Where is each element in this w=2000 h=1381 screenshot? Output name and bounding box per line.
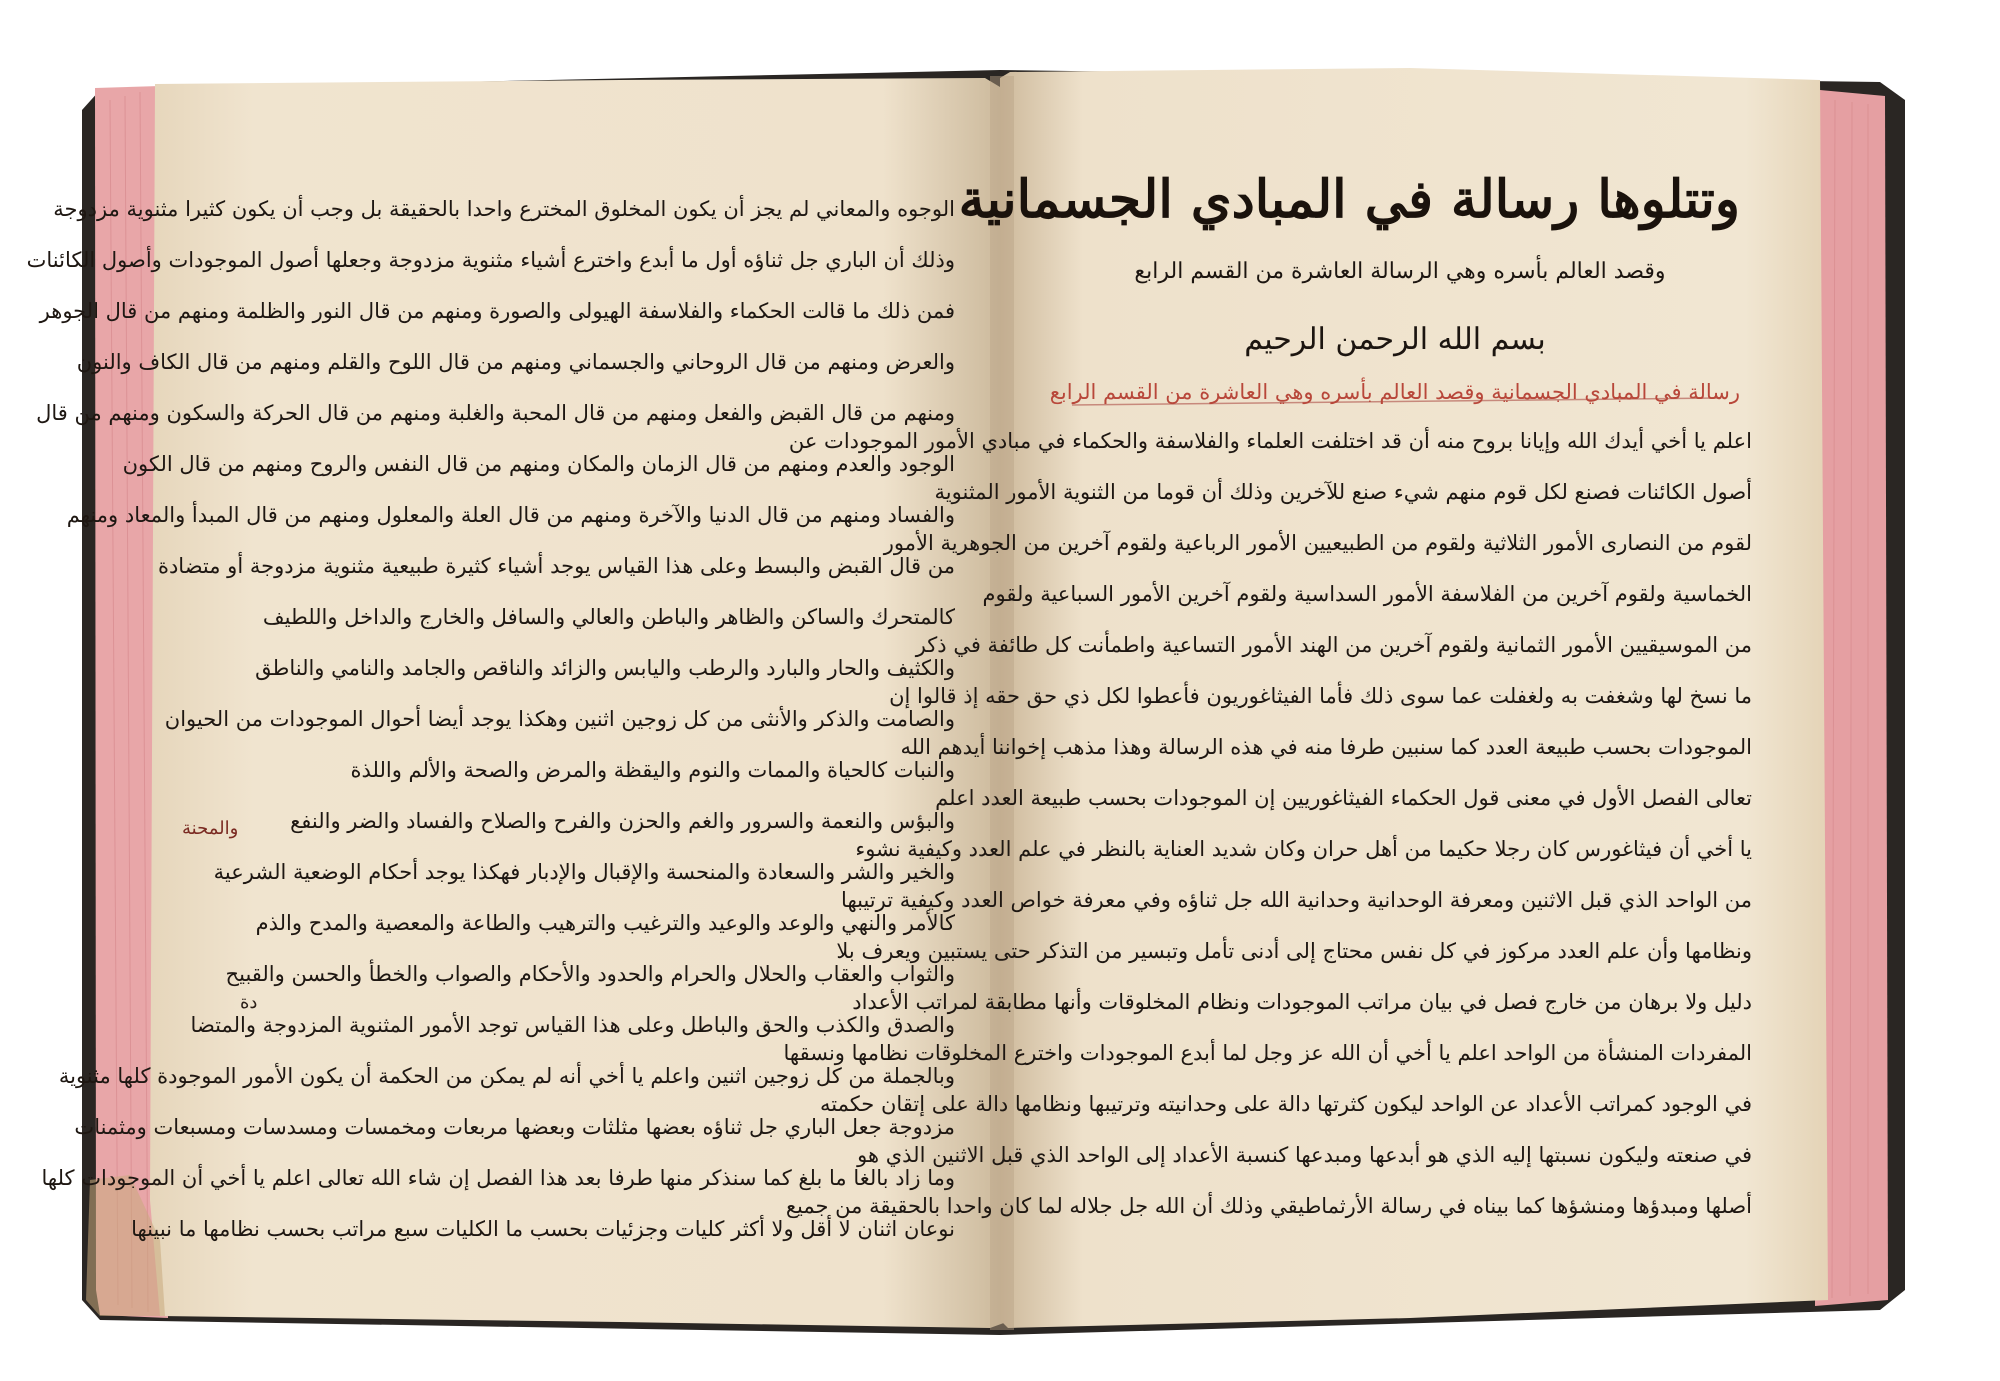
text-line: فمن ذلك ما قالت الحكماء والفلاسفة الهيولى والصورة ومنهم من قال النور والظلمة ومنهم من قال الجوهر bbox=[39, 299, 955, 323]
text-line: يا أخي أن فيثاغورس كان رجلا حكيما من أهل حران وكان شديد العناية بالنظر في علم العدد وكيفية نشوء bbox=[855, 837, 1752, 861]
rubric-heading: رسالة في المبادي الجسمانية وقصد العالم بأسره وهي العاشرة من القسم الرابع bbox=[1049, 380, 1740, 404]
text-line: من الموسيقيين الأمور الثمانية ولقوم آخرين من الهند الأمور التساعية واطمأنت كل طائفة في ذكر bbox=[915, 633, 1752, 657]
text-line: والثواب والعقاب والحلال والحرام والحدود والأحكام والصواب والخطأ والحسن والقبيح bbox=[225, 962, 955, 986]
text-line: نوعان اثنان لا أقل ولا أكثر كليات وجزئيات بحسب ما الكليات سبع مراتب بحسب نظامها ما نبينها bbox=[131, 1217, 955, 1241]
text-line: الوجوه والمعاني لم يجز أن يكون المخلوق المخترع واحدا بالحقيقة بل وجب أن يكون كثيرا مثنوية مزدوجة bbox=[53, 197, 955, 221]
text-line: في الوجود كمراتب الأعداد عن الواحد ليكون كثرتها دالة على وحدانيته وترتيبها ونظامها دالة على إتقان حكمته bbox=[819, 1092, 1752, 1116]
text-line: الخماسية ولقوم آخرين من الفلاسفة الأمور السداسية ولقوم آخرين الأمور السباعية ولقوم bbox=[982, 582, 1752, 606]
text-line: من الواحد الذي قبل الاثنين ومعرفة الوحدانية وحدانية الله جل ثناؤه وفي معرفة خواص العدد وكيفية ترتيبها bbox=[841, 888, 1752, 912]
margin-note-lower: دة bbox=[240, 992, 258, 1013]
text-line: من قال القبض والبسط وعلى هذا القياس يوجد أشياء كثيرة طبيعية مثنوية مزدوجة أو متضادة bbox=[157, 554, 955, 578]
text-line: تعالى الفصل الأول في معنى قول الحكماء الفيثاغوريين إن الموجودات بحسب طبيعة العدد اعلم bbox=[935, 786, 1752, 810]
text-line: أصلها ومبدؤها ومنشؤها كما بيناه في رسالة الأرثماطيقي وذلك أن الله جل جلاله لما كان واحدا بالحقيقة من جميع bbox=[785, 1194, 1752, 1218]
text-line: وذلك أن الباري جل ثناؤه أول ما أبدع واخترع أشياء مثنوية مزدوجة وجعلها أصول الموجودات وأصول الكائنات bbox=[26, 248, 955, 272]
chapter-title: وتتلوها رسالة في المبادي الجسمانية bbox=[958, 169, 1740, 230]
text-line: في صنعته وليكون نسبتها إليه الذي هو أبدعها ومبدعها كنسبة الأعداد إلى الواحد الذي قبل الاثنين الذي هو bbox=[857, 1143, 1752, 1167]
text-line: والصدق والكذب والحق والباطل وعلى هذا القياس توجد الأمور المثنوية المزدوجة والمتضا bbox=[190, 1013, 955, 1037]
text-line: الوجود والعدم ومنهم من قال الزمان والمكان ومنهم من قال النفس والروح ومنهم من قال الكون bbox=[122, 452, 955, 476]
text-line: كالأمر والنهي والوعد والوعيد والترغيب والترهيب والطاعة والمعصية والمدح والذم bbox=[255, 911, 955, 935]
text-line: دليل ولا برهان من خارج فصل في بيان مراتب الموجودات ونظام المخلوقات وأنها مطابقة لمراتب الأعداد bbox=[852, 990, 1752, 1014]
text-line: ونظامها وأن علم العدد مركوز في كل نفس محتاج إلى أدنى تأمل وتبسير من التذكر حتى يستبين ويعرف بلا bbox=[836, 939, 1752, 963]
text-line: والبؤس والنعمة والسرور والغم والحزن والفرح والصلاح والفساد والضر والنفع bbox=[290, 809, 955, 833]
text-line: أصول الكائنات فصنع لكل قوم منهم شيء صنع للآخرين وذلك أن قوما من الثنوية الأمور المثنوية bbox=[934, 480, 1752, 504]
basmala: بسم الله الرحمن الرحيم bbox=[1244, 322, 1546, 357]
margin-note: والمحنة bbox=[182, 818, 239, 839]
text-line: مزدوجة جعل الباري جل ثناؤه بعضها مثلثات وبعضها مربعات ومخمسات ومسدسات ومسبعات ومثمنات bbox=[74, 1115, 955, 1139]
text-line: الموجودات بحسب طبيعة العدد كما سنبين طرفا منه في هذه الرسالة وهذا مذهب إخواننا أيدهم الله bbox=[900, 735, 1752, 759]
text-line: المفردات المنشأة من الواحد اعلم يا أخي أن الله عز وجل لما أبدع الموجودات واخترع المخلوقات نظامها ونسقها bbox=[783, 1041, 1752, 1065]
text-line: كالمتحرك والساكن والظاهر والباطن والعالي والسافل والخارج والداخل واللطيف bbox=[262, 605, 955, 629]
text-line: ومنهم من قال القبض والفعل ومنهم من قال المحبة والغلبة ومنهم من قال الحركة والسكون ومنهم من قال bbox=[36, 401, 955, 425]
text-line: اعلم يا أخي أيدك الله وإيانا بروح منه أن قد اختلفت العلماء والفلاسفة والحكماء في مبادي الأمور الموجودات عن bbox=[788, 429, 1752, 453]
text-line: والصامت والذكر والأنثى من كل زوجين اثنين وهكذا يوجد أيضا أحوال الموجودات من الحيوان bbox=[164, 707, 955, 731]
text-line: والخير والشر والسعادة والمنحسة والإقبال والإدبار فهكذا يوجد أحكام الوضعية الشرعية bbox=[213, 860, 955, 884]
text-line: والنبات كالحياة والممات والنوم واليقظة والمرض والصحة والألم واللذة bbox=[350, 758, 955, 782]
text-line: ما نسخ لها وشغفت به ولغفلت عما سوى ذلك فأما الفيثاغوريون فأعطوا لكل ذي حق حقه إذ قالوا إن bbox=[889, 684, 1752, 708]
text-line: وبالجملة من كل زوجين اثنين واعلم يا أخي أنه لم يمكن من الحكمة أن يكون الأمور الموجودة كلها مثنوية bbox=[58, 1064, 955, 1088]
text-line: وما زاد بالغا ما بلغ كما سنذكر منها طرفا بعد هذا الفصل إن شاء الله تعالى اعلم يا أخي أن الموجودات كلها bbox=[41, 1166, 955, 1190]
chapter-subtitle: وقصد العالم بأسره وهي الرسالة العاشرة من القسم الرابع bbox=[1134, 259, 1666, 284]
text-line: والعرض ومنهم من قال الروحاني والجسماني ومنهم من قال اللوح والقلم ومنهم من قال الكاف والنون bbox=[76, 350, 955, 374]
text-line: والفساد ومنهم من قال الدنيا والآخرة ومنهم من قال العلة والمعلول ومنهم من قال المبدأ والمعاد ومنهم bbox=[66, 503, 955, 527]
text-line: لقوم من النصارى الأمور الثلاثية ولقوم من الطبيعيين الأمور الرباعية ولقوم آخرين من الجوهرية الأمور bbox=[883, 531, 1752, 555]
text-line: والكثيف والحار والبارد والرطب واليابس والزائد والناقص والجامد والنامي والناطق bbox=[255, 656, 955, 680]
